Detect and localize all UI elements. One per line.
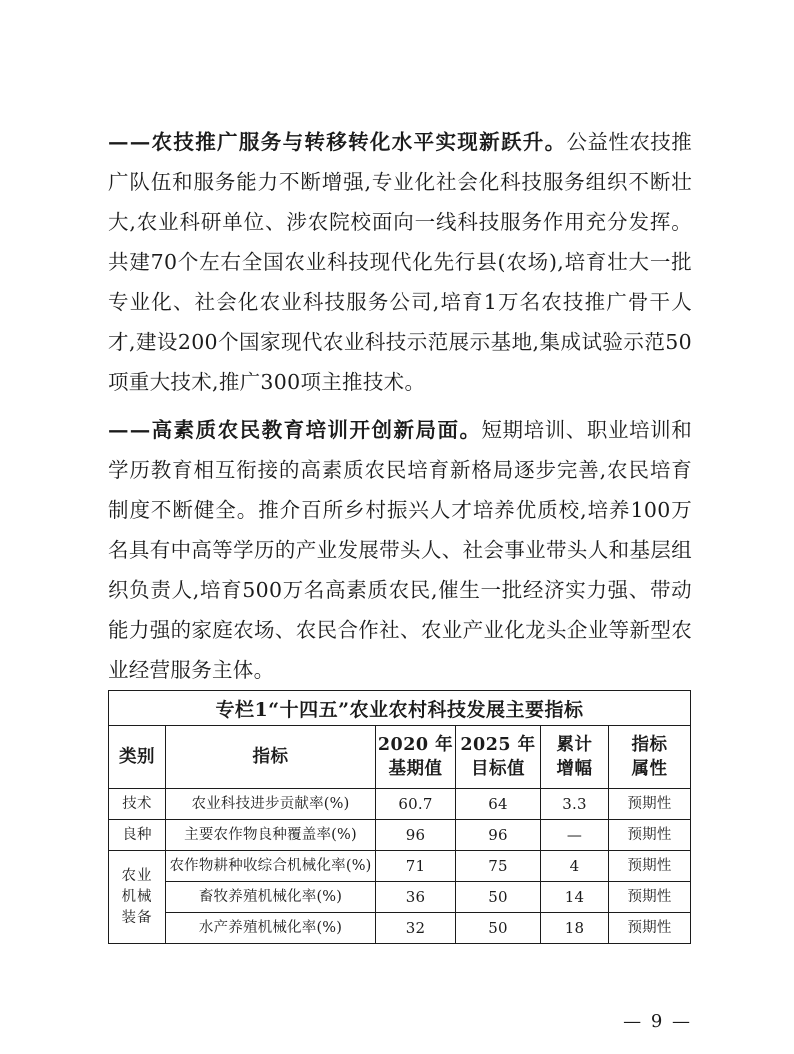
cell-category-line1: 农业 (121, 867, 153, 884)
table-header-row (109, 726, 691, 789)
table-row (109, 789, 691, 820)
paragraph-2 (108, 410, 692, 690)
table-row (109, 913, 691, 944)
cell-attribute: 预期性 (609, 913, 691, 944)
cell-target-2025: 64 (456, 789, 541, 820)
cell-target-2025: 96 (456, 820, 541, 851)
header-category: 类别 (109, 726, 166, 789)
paragraph-1 (108, 122, 692, 402)
cell-indicator: 农作物耕种收综合机械化率(%) (166, 851, 376, 882)
cell-category-merged (109, 851, 166, 944)
cell-indicator: 水产养殖机械化率(%) (166, 913, 376, 944)
cell-category-line3: 装备 (121, 909, 153, 926)
cell-category-line2: 机械 (121, 888, 153, 905)
paragraph-2-lead: ——高素质农民教育培训开创新局面。 (108, 418, 482, 442)
table-title-row (109, 691, 691, 726)
cell-base-2020: 32 (376, 913, 456, 944)
header-target-2025-line1: 2025 年 (460, 735, 536, 755)
cell-growth: 18 (541, 913, 609, 944)
cell-growth: — (541, 820, 609, 851)
header-attribute-line1: 指标 (631, 735, 668, 755)
page-number: — 9 — (623, 1011, 692, 1032)
paragraph-2-text: 短期培训、职业培训和学历教育相互衔接的高素质农民培育新格局逐步完善,农民培育制度不断健全。推介百所乡村振兴人才培养优质校,培养100万名具有中高等学历的产业发展带头人、社会事业带头人和基层组织负责人,培育500万名高素质农民,催生一批经济实力强、带动能力强的家庭农场、农民合作社、农业产业化龙头企业等新型农业经营服务主体。 (108, 418, 693, 682)
indicator-table (108, 690, 691, 944)
header-base-2020-line2: 基期值 (388, 759, 443, 779)
header-target-2025-line2: 目标值 (471, 759, 525, 779)
header-attribute-line2: 属性 (631, 759, 668, 779)
cell-growth: 3.3 (541, 789, 609, 820)
header-growth (541, 726, 609, 789)
paragraph-1-lead: ——农技推广服务与转移转化水平实现新跃升。 (108, 130, 567, 154)
cell-indicator: 主要农作物良种覆盖率(%) (166, 820, 376, 851)
cell-base-2020: 60.7 (376, 789, 456, 820)
header-target-2025 (456, 726, 541, 789)
table-title: 专栏1“十四五”农业农村科技发展主要指标 (109, 691, 691, 726)
cell-attribute: 预期性 (609, 820, 691, 851)
cell-target-2025: 75 (456, 851, 541, 882)
cell-base-2020: 36 (376, 882, 456, 913)
cell-category: 良种 (109, 820, 166, 851)
cell-growth: 14 (541, 882, 609, 913)
cell-attribute: 预期性 (609, 851, 691, 882)
header-growth-line2: 增幅 (556, 759, 593, 779)
header-base-2020 (376, 726, 456, 789)
cell-base-2020: 96 (376, 820, 456, 851)
cell-attribute: 预期性 (609, 789, 691, 820)
body-text-block (108, 122, 692, 690)
header-base-2020-line1: 2020 年 (377, 735, 454, 755)
header-growth-line1: 累计 (556, 735, 593, 755)
cell-indicator: 农业科技进步贡献率(%) (166, 789, 376, 820)
paragraph-1-text: 公益性农技推广队伍和服务能力不断增强,专业化社会化科技服务组织不断壮大,农业科研单位、涉农院校面向一线科技服务作用充分发挥。共建70个左右全国农业科技现代化先行县(农场),培育壮大一批专业化、社会化农业科技服务公司,培育1万名农技推广骨干人才,建设200个国家现代农业科技示范展示基地,集成试验示范50项重大技术,推广300项主推技术。 (108, 130, 692, 394)
table-row (109, 820, 691, 851)
table-row (109, 851, 691, 882)
indicator-table-wrapper (108, 690, 690, 944)
cell-attribute: 预期性 (609, 882, 691, 913)
cell-growth: 4 (541, 851, 609, 882)
cell-indicator: 畜牧养殖机械化率(%) (166, 882, 376, 913)
header-indicator: 指标 (166, 726, 376, 789)
cell-category: 技术 (109, 789, 166, 820)
header-attribute (609, 726, 691, 789)
cell-base-2020: 71 (376, 851, 456, 882)
cell-target-2025: 50 (456, 913, 541, 944)
cell-target-2025: 50 (456, 882, 541, 913)
table-row (109, 882, 691, 913)
